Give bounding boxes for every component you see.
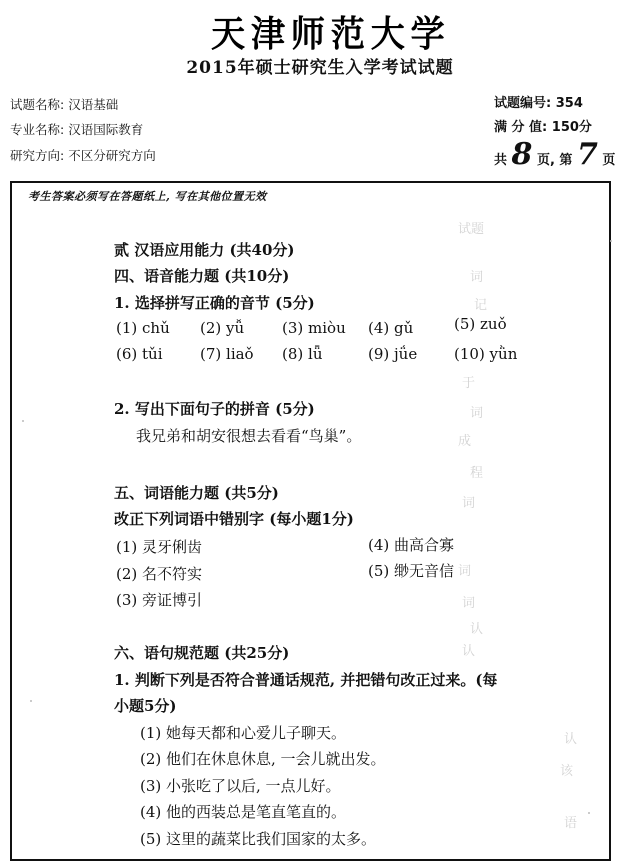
- sentence-item-2: (2) 他们在休息休息, 一会儿就出发。: [140, 750, 386, 768]
- score-label: 满 分 值:: [494, 120, 548, 135]
- major-label: 专业名称:: [10, 122, 65, 137]
- word-item-3: (3) 旁证博引: [116, 591, 203, 609]
- bleed-text: 词: [458, 564, 472, 579]
- word-item-4: (4) 曲高合寡: [368, 536, 455, 554]
- pages-suffix: 页: [602, 153, 616, 168]
- option-4: (4) gǔ: [368, 319, 414, 337]
- scan-speck: [610, 240, 612, 242]
- option-9: (9) jǘe: [368, 345, 418, 363]
- major-row: [10, 120, 143, 138]
- sentence-item-1: (1) 她每天都和心爱儿子聊天。: [140, 724, 347, 742]
- option-1: (1) chǔ: [116, 319, 170, 337]
- direction-row: [10, 146, 156, 164]
- bleed-text: 词: [470, 406, 484, 421]
- option-8: (8) lǖ: [282, 345, 323, 363]
- bleed-text: 成: [458, 434, 472, 449]
- answer-notice: 考生答案必须写在答题纸上, 写在其他位置无效: [28, 190, 267, 203]
- page-count-row: [494, 137, 616, 172]
- section-5-instruction: 改正下列词语中错别字 (每小题1分): [114, 510, 354, 528]
- bleed-text: 试题: [458, 222, 485, 237]
- code-value: 354: [555, 96, 583, 111]
- bleed-text: 该: [560, 764, 574, 779]
- option-3: (3) miòu: [282, 319, 346, 337]
- bleed-text: 语: [564, 816, 578, 831]
- q2-sentence: 我兄弟和胡安很想去看看“鸟巢”。: [136, 427, 362, 445]
- option-6: (6) tǔi: [116, 345, 163, 363]
- part-title: 贰 汉语应用能力 (共40分): [114, 241, 295, 259]
- q2-title: 2. 写出下面句子的拼音 (5分): [114, 400, 315, 418]
- section-5-title: 五、词语能力题 (共5分): [114, 484, 279, 502]
- subject-label: 试题名称:: [10, 97, 65, 112]
- pages-total: 8: [511, 137, 533, 172]
- word-item-5: (5) 缈无音信: [368, 562, 455, 580]
- option-2: (2) yǚ: [200, 319, 245, 337]
- subject-row: [10, 95, 118, 113]
- bleed-text: 记: [474, 298, 488, 313]
- word-item-2: (2) 名不符实: [116, 565, 203, 583]
- major-value: 汉语国际教育: [68, 122, 144, 137]
- subject-value: 汉语基础: [68, 97, 119, 112]
- option-7: (7) liaǒ: [200, 345, 254, 363]
- section-6-question-line-2: 小题5分): [114, 697, 177, 715]
- bleed-text: 词: [462, 496, 476, 511]
- section-6-title: 六、语句规范题 (共25分): [114, 644, 290, 662]
- scan-speck: [30, 700, 32, 702]
- section-6-question-line-1: 1. 判断下列是否符合普通话规范, 并把错句改正过来。(每: [114, 671, 498, 689]
- pages-mid: 页, 第: [536, 153, 573, 168]
- bleed-text: 词: [462, 596, 476, 611]
- option-5: (5) zuǒ: [454, 315, 507, 333]
- bleed-text: 认: [470, 622, 484, 637]
- bleed-text: 认: [564, 732, 578, 747]
- scan-speck: [588, 812, 590, 814]
- score-row: [494, 116, 592, 135]
- code-label: 试题编号:: [494, 96, 552, 111]
- option-10: (10) yǜn: [454, 345, 518, 363]
- university-logo: 天津师范大学: [211, 13, 451, 55]
- score-value: 150分: [551, 120, 592, 135]
- bleed-text: 认: [462, 644, 476, 659]
- q1-title: 1. 选择拼写正确的音节 (5分): [114, 294, 315, 312]
- exam-title: 2015年硕士研究生入学考试试题: [186, 58, 454, 78]
- bleed-text: 词: [470, 270, 484, 285]
- sentence-item-4: (4) 他的西装总是笔直笔直的。: [140, 803, 347, 821]
- pages-prefix: 共: [494, 153, 508, 168]
- code-row: [494, 92, 583, 111]
- scan-speck: [22, 420, 24, 422]
- direction-label: 研究方向:: [10, 148, 65, 163]
- sentence-item-5: (5) 这里的蔬菜比我们国家的太多。: [140, 830, 377, 848]
- sentence-item-3: (3) 小张吃了以后, 一点儿好。: [140, 777, 341, 795]
- page-current: 7: [576, 137, 598, 172]
- word-item-1: (1) 灵牙俐齿: [116, 538, 203, 556]
- section-4-title: 四、语音能力题 (共10分): [114, 267, 290, 285]
- bleed-text: 于: [462, 376, 476, 391]
- bleed-text: 程: [470, 466, 484, 481]
- direction-value: 不区分研究方向: [68, 148, 156, 163]
